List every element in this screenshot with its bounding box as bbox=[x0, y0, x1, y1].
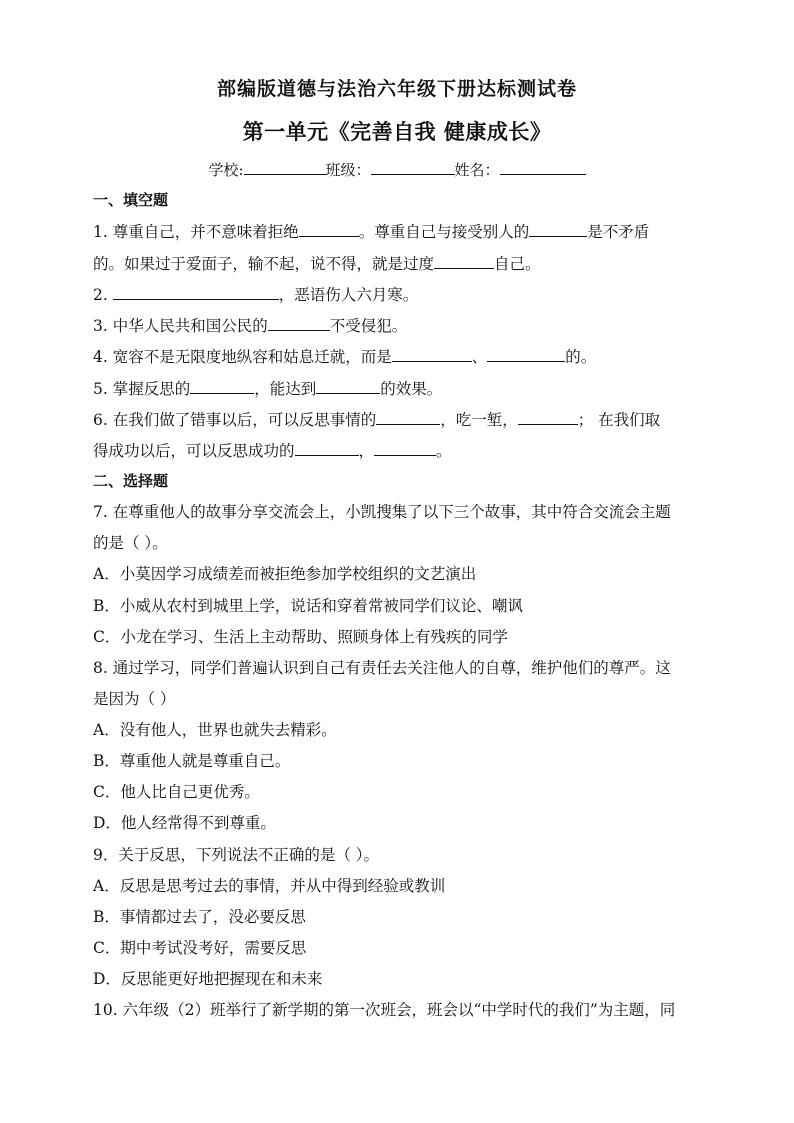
question-10-stem: 10. 六年级（2）班举行了新学期的第一次班会，班会以“中学时代的我们”为主题，同 bbox=[93, 1001, 676, 1019]
question-4-text: 、 bbox=[471, 348, 488, 366]
question-9-stem: 9．关于反思，下列说法不正确的是（ ）。 bbox=[93, 846, 380, 864]
q6-blank-2[interactable] bbox=[518, 409, 578, 425]
question-9-option-c[interactable]: C．期中考试没考好，需要反思 bbox=[93, 939, 307, 957]
student-info-row bbox=[0, 159, 794, 180]
question-7-option-a[interactable]: A．小莫因学习成绩差而被拒绝参加学校组织的文艺演出 bbox=[93, 565, 477, 583]
question-5 bbox=[93, 378, 442, 399]
question-8-option-a[interactable]: A．没有他人，世界也就失去精彩。 bbox=[93, 721, 337, 739]
q1-blank-2[interactable] bbox=[529, 221, 587, 237]
question-7-option-b[interactable]: B．小威从农村到城里上学，说话和穿着常被同学们议论、嘲讽 bbox=[93, 597, 523, 615]
question-6-text: ， bbox=[358, 442, 375, 460]
question-6-text: ； 在我们取 bbox=[577, 411, 661, 429]
question-1-text: 是不矛盾 bbox=[587, 223, 650, 241]
name-field[interactable] bbox=[500, 160, 586, 175]
question-2-text: 2. bbox=[93, 286, 113, 304]
question-6-text: 6. 在我们做了错事以后，可以反思事情的 bbox=[93, 411, 377, 429]
question-6-line-1 bbox=[93, 409, 660, 430]
class-field[interactable] bbox=[371, 160, 455, 175]
question-6-line-2 bbox=[93, 440, 452, 461]
question-5-text: 的效果。 bbox=[380, 380, 443, 398]
question-3 bbox=[93, 315, 407, 336]
question-4 bbox=[93, 346, 596, 367]
question-1-line-1 bbox=[93, 221, 649, 242]
question-6-text: 。 bbox=[436, 442, 452, 460]
question-4-text: 的。 bbox=[565, 348, 597, 366]
question-2 bbox=[93, 284, 418, 305]
section-fill-heading: 一、填空题 bbox=[93, 191, 169, 209]
question-9-option-d[interactable]: D．反思能更好地把握现在和未来 bbox=[93, 970, 323, 988]
q6-blank-1[interactable] bbox=[376, 409, 440, 425]
question-8-option-c[interactable]: C．他人比自己更优秀。 bbox=[93, 783, 260, 801]
q6-blank-3[interactable] bbox=[295, 440, 359, 456]
question-5-text: 5. 掌握反思的 bbox=[93, 380, 191, 398]
exam-title: 部编版道德与法治六年级下册达标测试卷 bbox=[216, 78, 577, 100]
question-7-stem: 7. 在尊重他人的故事分享交流会上，小凯搜集了以下三个故事，其中符合交流会主题 bbox=[93, 503, 671, 521]
question-3-text: 3. 中华人民共和国公民的 bbox=[93, 317, 268, 335]
q1-blank-3[interactable] bbox=[434, 253, 494, 269]
question-1-text: 自己。 bbox=[494, 255, 541, 273]
school-field[interactable] bbox=[244, 160, 326, 175]
question-1-text: 1. 尊重自己，并不意味着拒绝 bbox=[93, 223, 299, 241]
question-8-stem: 是因为（ ） bbox=[93, 690, 176, 708]
question-8-stem: 8. 通过学习，同学们普遍认识到自己有责任去关注他人的自尊，维护他们的尊严。这 bbox=[93, 659, 671, 677]
question-3-text: 不受侵犯。 bbox=[329, 317, 408, 335]
q4-blank-2[interactable] bbox=[487, 346, 565, 362]
school-label: 学校: bbox=[208, 161, 244, 179]
q4-blank-1[interactable] bbox=[392, 346, 472, 362]
question-2-text: ，恶语伤人六月寒。 bbox=[278, 286, 419, 304]
question-6-text: ，吃一堑， bbox=[440, 411, 518, 429]
name-label: 姓名： bbox=[454, 161, 500, 179]
section-choice-heading: 二、选择题 bbox=[93, 472, 169, 490]
question-4-text: 4. 宽容不是无限度地纵容和姑息迁就，而是 bbox=[93, 348, 392, 366]
class-label: 班级： bbox=[325, 161, 371, 179]
question-8-option-d[interactable]: D．他人经常得不到尊重。 bbox=[93, 814, 276, 832]
question-1-line-2 bbox=[93, 253, 541, 274]
question-5-text: ，能达到 bbox=[254, 380, 317, 398]
q5-blank-1[interactable] bbox=[190, 378, 254, 394]
q2-blank-1[interactable] bbox=[113, 284, 279, 300]
q6-blank-4[interactable] bbox=[374, 440, 436, 456]
question-6-text: 得成功以后，可以反思成功的 bbox=[93, 442, 295, 460]
question-8-option-b[interactable]: B．尊重他人就是尊重自己。 bbox=[93, 752, 291, 770]
question-1-text: 的。如果过于爱面子，输不起，说不得，就是过度 bbox=[93, 255, 435, 273]
question-7-stem: 的是（ ）。 bbox=[93, 534, 168, 552]
question-7-option-c[interactable]: C．小龙在学习、生活上主动帮助、照顾身体上有残疾的同学 bbox=[93, 628, 508, 646]
question-9-option-a[interactable]: A．反思是思考过去的事情，并从中得到经验或教训 bbox=[93, 877, 446, 895]
question-1-text: 。尊重自己与接受别人的 bbox=[358, 223, 530, 241]
question-9-option-b[interactable]: B．事情都过去了，没必要反思 bbox=[93, 908, 306, 926]
q5-blank-2[interactable] bbox=[316, 378, 380, 394]
q1-blank-1[interactable] bbox=[299, 221, 359, 237]
q3-blank-1[interactable] bbox=[268, 315, 330, 331]
unit-title: 第一单元《完善自我 健康成长》 bbox=[242, 119, 552, 144]
